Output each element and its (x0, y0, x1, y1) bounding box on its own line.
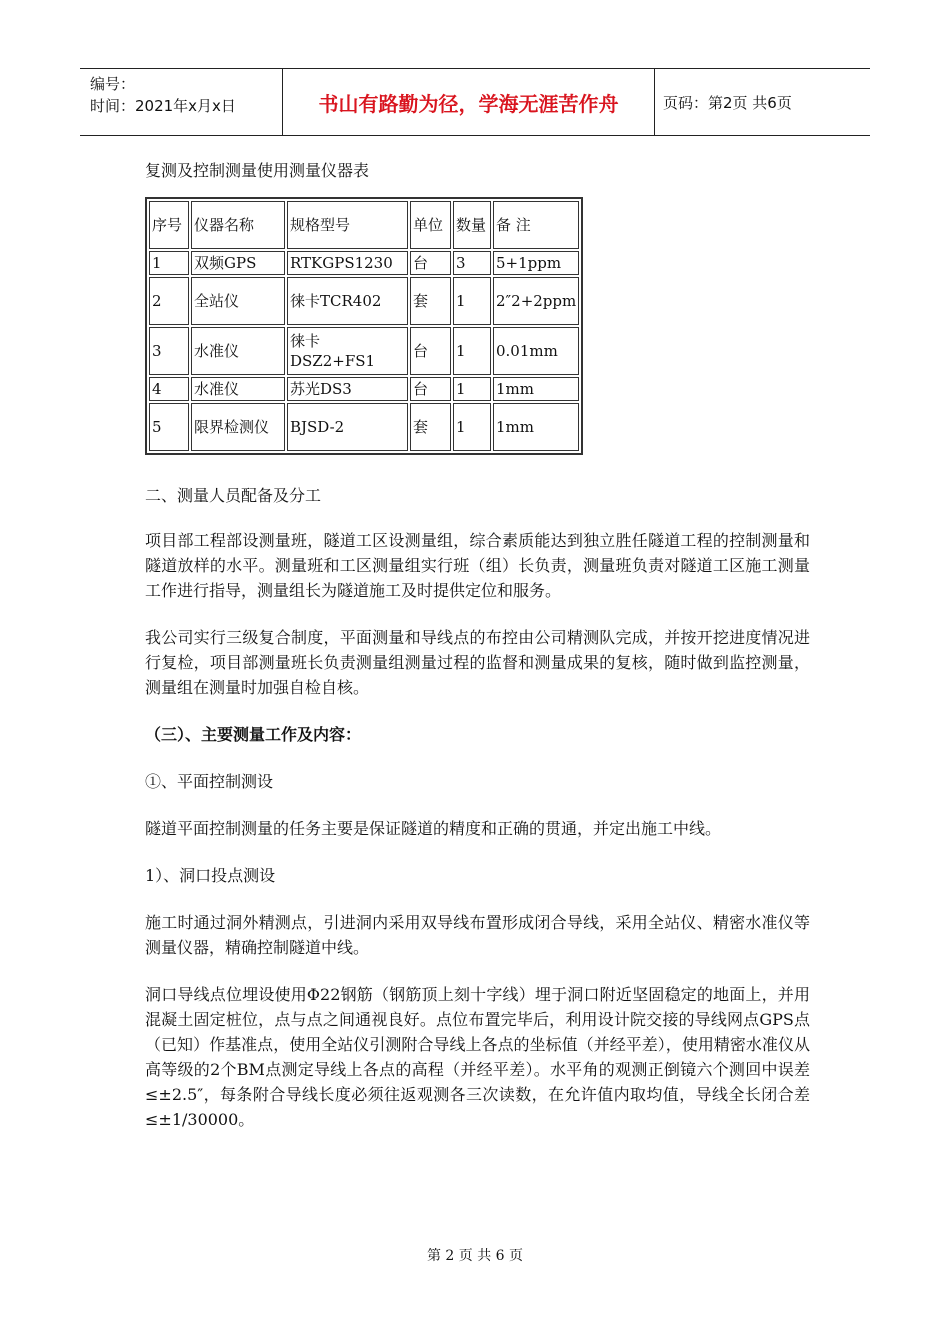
cell-no: 1 (149, 251, 189, 275)
table-row (149, 377, 579, 401)
cell-name: 水准仪 (191, 327, 285, 375)
document-body (145, 158, 810, 1154)
cell-name: 水准仪 (191, 377, 285, 401)
table-header-row (149, 201, 579, 249)
cell-note: 5+1ppm (493, 251, 579, 275)
portal-paragraph-1: 施工时通过洞外精测点，引进洞内采用双导线布置形成闭合导线，采用全站仪、精密水准仪等测量仪器，精确控制隧道中线。 (145, 913, 810, 957)
cell-model: BJSD-2 (287, 403, 408, 451)
table-row (149, 403, 579, 451)
portal-heading: 1）、洞口投点测设 (145, 866, 276, 885)
table-row (149, 277, 579, 325)
header-cell-note: 备 注 (493, 201, 579, 249)
header-meta (80, 69, 283, 135)
cell-model: 苏光DS3 (287, 377, 408, 401)
plane-control-heading: ①、平面控制测设 (145, 772, 274, 791)
cell-model: 徕卡TCR402 (287, 277, 408, 325)
cell-name: 限界检测仪 (191, 403, 285, 451)
document-time-label: 时间：2021年x月x日 (90, 97, 236, 115)
page-footer: 第 2 页 共 6 页 (426, 1248, 524, 1264)
cell-name: 全站仪 (191, 277, 285, 325)
cell-unit: 台 (410, 327, 451, 375)
cell-no: 3 (149, 327, 189, 375)
cell-unit: 套 (410, 403, 451, 451)
header-cell-unit: 单位 (410, 201, 451, 249)
cell-qty: 1 (453, 327, 491, 375)
work-heading: （三）、主要测量工作及内容： (145, 725, 362, 744)
portal-paragraph-2: 洞口导线点位埋设使用Φ22钢筋（钢筋顶上刻十字线）埋于洞口附近坚固稳定的地面上，并用混凝土固定桩位，点与点之间通视良好。点位布置完毕后，利用设计院交接的导线网点GPS点（已知）作基准点，使用全站仪引测附合导线上各点的坐标值（并经平差），使用精密水准仪从高等级的2个BM点测定导线上各点的高程（并经平差）。水平角的观测正倒镜六个测回中误差≤±2.5″，每条附合导线长度必须往返观测各三次读数，在允许值内取均值，导线全长闭合差≤±1/30000。 (145, 985, 810, 1129)
table-caption: 复测及控制测量使用测量仪器表 (145, 161, 370, 180)
header-motto: 书山有路勤为径，学海无涯苦作舟 (283, 69, 655, 135)
cell-qty: 1 (453, 377, 491, 401)
cell-note: 1mm (493, 403, 579, 451)
cell-no: 4 (149, 377, 189, 401)
document-number-label: 编号： (90, 75, 136, 93)
cell-unit: 套 (410, 277, 451, 325)
staff-heading: 二、测量人员配备及分工 (145, 486, 322, 505)
cell-unit: 台 (410, 377, 451, 401)
cell-note: 2″2+2ppm (493, 277, 579, 325)
table-row (149, 251, 579, 275)
cell-unit: 台 (410, 251, 451, 275)
cell-note: 1mm (493, 377, 579, 401)
header-cell-no: 序号 (149, 201, 189, 249)
cell-note: 0.01mm (493, 327, 579, 375)
instrument-table (145, 197, 583, 455)
cell-no: 5 (149, 403, 189, 451)
header-cell-qty: 数量 (453, 201, 491, 249)
cell-no: 2 (149, 277, 189, 325)
page-header (80, 68, 870, 136)
plane-control-paragraph: 隧道平面控制测量的任务主要是保证隧道的精度和正确的贯通，并定出施工中线。 (145, 819, 722, 838)
cell-qty: 3 (453, 251, 491, 275)
cell-qty: 1 (453, 403, 491, 451)
cell-qty: 1 (453, 277, 491, 325)
staff-paragraph-1: 项目部工程部设测量班，隧道工区设测量组，综合素质能达到独立胜任隧道工程的控制测量和隧道放样的水平。测量班和工区测量组实行班（组）长负责，测量班负责对隧道工区施工测量工作进行指导，测量组长为隧道施工及时提供定位和服务。 (145, 531, 810, 600)
cell-name: 双频GPS (191, 251, 285, 275)
header-cell-model: 规格型号 (287, 201, 408, 249)
table-row (149, 327, 579, 375)
cell-model: 徕卡DSZ2+FS1 (287, 327, 408, 375)
header-page-number: 页码：第2页 共6页 (663, 93, 792, 112)
staff-paragraph-2: 我公司实行三级复合制度，平面测量和导线点的布控由公司精测队完成，并按开挖进度情况进行复检，项目部测量班长负责测量组测量过程的监督和测量成果的复核，随时做到监控测量，测量组在测量时加强自检自核。 (145, 628, 810, 697)
cell-model: RTKGPS1230 (287, 251, 408, 275)
header-cell-name: 仪器名称 (191, 201, 285, 249)
